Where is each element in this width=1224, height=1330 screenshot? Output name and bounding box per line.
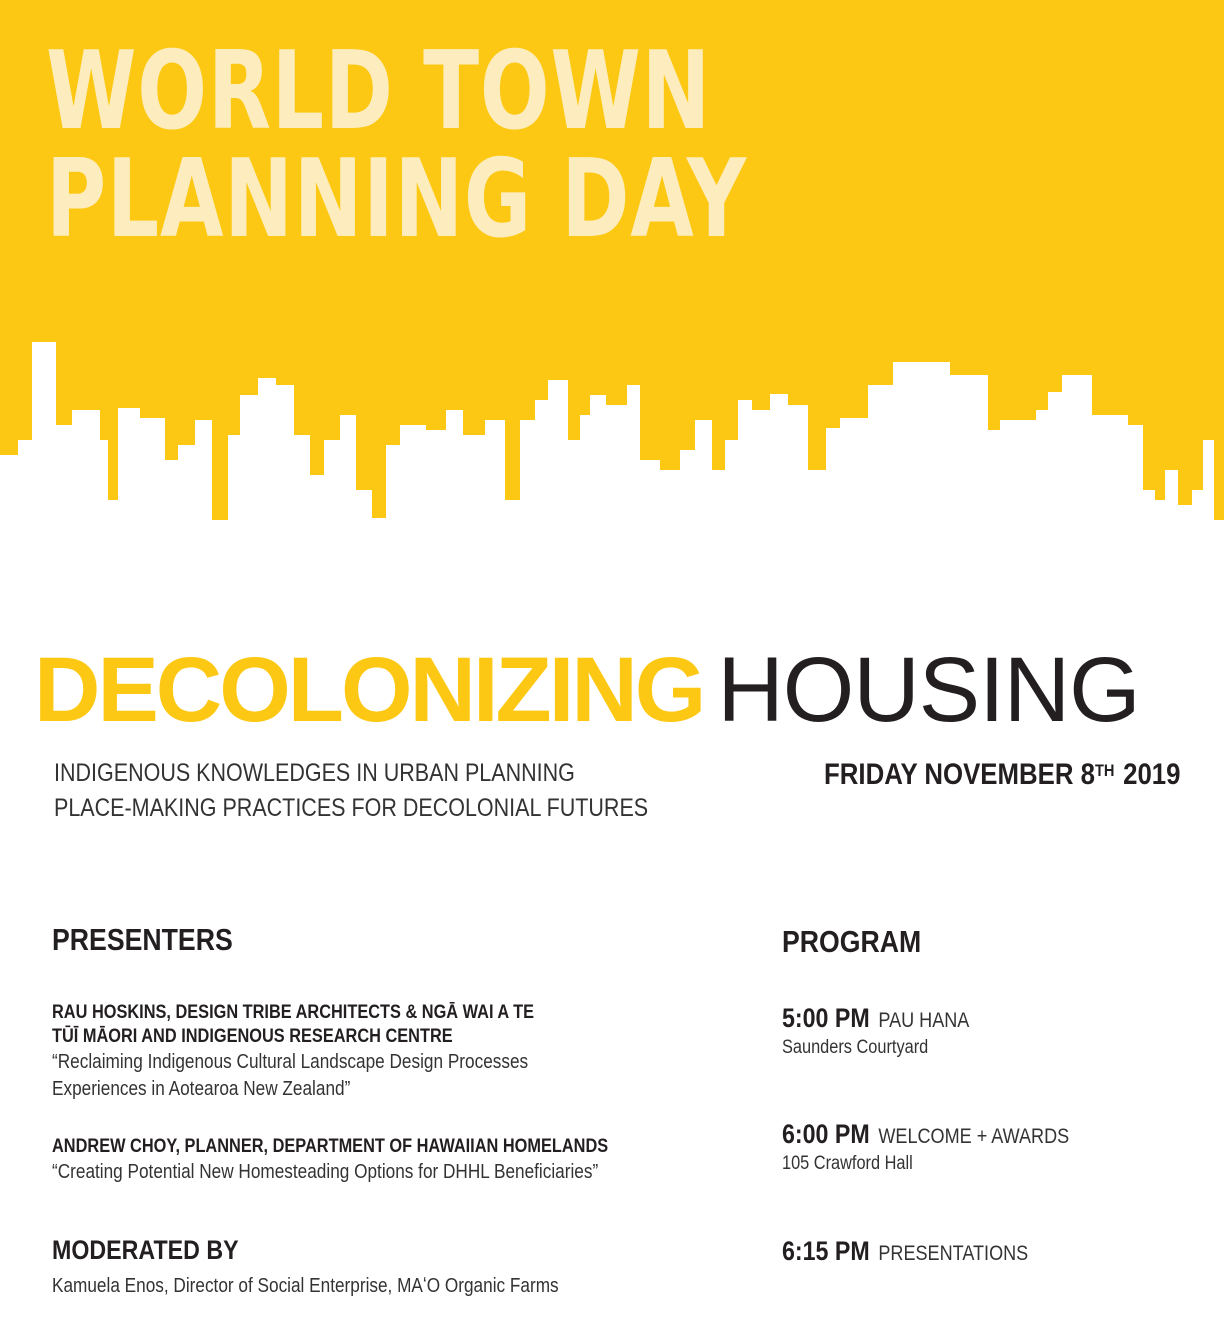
presenter-name-line: ANDREW CHOY, PLANNER, DEPARTMENT OF HAWAIIAN HOMELANDS [52,1136,609,1157]
headline [34,640,1140,740]
program-item [782,1001,969,1061]
program-time: 6:00 PM [782,1119,870,1149]
event-date-year: 2019 [1122,758,1180,791]
event-title-line-2: PLANNING DAY [46,137,747,262]
event-date [824,756,1180,794]
presenter-talk-line: “Creating Potential New Homesteading Options for DHHL Beneficiaries” [52,1161,599,1183]
moderator-heading: MODERATED BY [52,1235,239,1265]
event-date-prefix: FRIDAY NOVEMBER 8 [823,758,1095,791]
presenter-talk-line: “Reclaiming Indigenous Cultural Landscape Design Processes [52,1051,529,1073]
program-heading: PROGRAM [782,924,922,959]
presenter-name-line: TŪĪ MĀORI AND INDIGENOUS RESEARCH CENTRE [52,1026,453,1047]
presenter-talk-line: Experiences in Aotearoa New Zealand” [52,1078,351,1100]
event-title [46,29,747,262]
program-event: PAU HANA [878,1009,970,1032]
subtitle [54,756,648,826]
event-date-suffix: TH [1094,761,1114,780]
program-item [782,1117,1069,1177]
subtitle-line-1: INDIGENOUS KNOWLEDGES IN URBAN PLANNING [54,759,575,787]
moderator-name: Kamuela Enos, Director of Social Enterprise, MAʻO Organic Farms [52,1275,559,1297]
program-venue: 105 Crawford Hall [782,1153,913,1174]
presenter-name-line: RAU HOSKINS, DESIGN TRIBE ARCHITECTS & NGĀ WAI A TE [52,1002,535,1023]
program-event: PRESENTATIONS [878,1242,1029,1265]
hero-banner [0,0,1224,540]
headline-accent: DECOLONIZING [34,639,704,741]
event-title-line-1: WORLD TOWN [46,29,712,154]
moderator-block [52,1273,559,1300]
subtitle-line-2: PLACE-MAKING PRACTICES FOR DECOLONIAL FUTURES [54,794,649,822]
program-time: 6:15 PM [782,1236,870,1266]
program-item [782,1234,1028,1268]
program-event: WELCOME + AWARDS [878,1125,1070,1148]
headline-plain: HOUSING [717,639,1140,741]
program-time: 5:00 PM [782,1003,870,1033]
presenters-heading: PRESENTERS [52,922,233,957]
presenter-item [52,1135,608,1186]
presenter-item [52,1001,534,1103]
program-venue: Saunders Courtyard [782,1037,929,1058]
